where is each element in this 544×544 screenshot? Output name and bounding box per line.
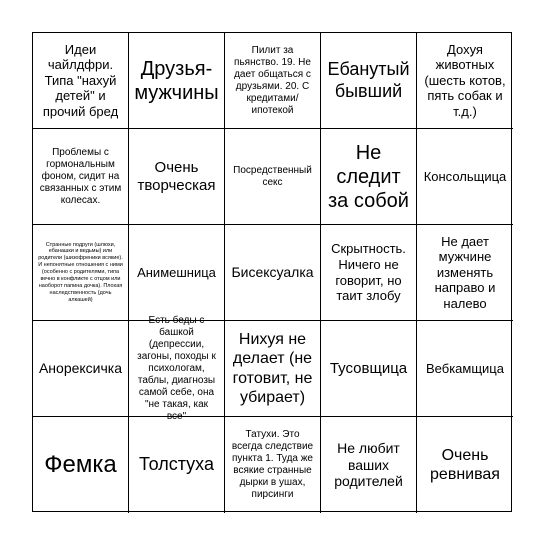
bingo-cell [225,417,321,513]
bingo-cell [321,417,417,513]
cell-text: Посредственный секс [233,164,312,188]
cell-text: Бисексуалка [231,264,314,281]
cell-text: Фемка [44,450,117,478]
bingo-cell [33,321,129,417]
bingo-cell [225,225,321,321]
bingo-cell [417,33,513,129]
cell-text: Дохуя животных (шесть котов, пять собак и т.д.) [424,41,506,119]
cell-text: Толстуха [139,454,214,475]
cell-text: Татухи. Это всегда следствие пункта 1. Туда же всякие странные дырки в ушах, пирсинги [231,429,314,500]
cell-text: Друзья-мужчины [134,57,219,104]
bingo-cell [225,33,321,129]
cell-text: Консольщица [423,168,507,184]
bingo-cell [129,33,225,129]
cell-text: Странные подруги (шлюхи, ебанашки и ведьмы) или родители (шизофреники всякие). И непонятные отношения с ними (особенно с родителями, типа вечно в конфликте с отцом или наоборот папина дочка). Плохая наследственность (дочь алкашей) [38,241,123,303]
bingo-cell [417,321,513,417]
bingo-cell [129,129,225,225]
bingo-cell [321,225,417,321]
cell-text: Пилит за пьянство. 19. Не дает общаться с друзьями. 20. С кредитами/ ипотекой [234,44,311,116]
bingo-cell [417,129,513,225]
bingo-cell [321,33,417,129]
bingo-cell [129,417,225,513]
cell-text: Нихуя не делает (не готовит, не убирает) [232,331,313,406]
bingo-cell [33,129,129,225]
cell-text: Тусовщица [329,359,408,377]
bingo-grid [32,32,512,512]
cell-text: Не любит ваших родителей [334,439,403,490]
bingo-cell [225,321,321,417]
bingo-cell [129,225,225,321]
bingo-cell [33,417,129,513]
bingo-cell [321,129,417,225]
bingo-cell [129,314,225,422]
cell-text: Идеи чайлдфри. Типа "нахуй детей" и прочий бред [42,41,119,119]
bingo-cell [33,225,129,321]
bingo-cell [321,321,417,417]
bingo-cell [33,33,129,129]
cell-text: Очень ревнивая [430,446,500,483]
cell-text: Скрытность. Ничего не говорит, но таит злобу [331,241,406,304]
bingo-cell [225,129,321,225]
cell-text: Есть беды с башкой (депрессии, загоны, походы к психологам, таблы, диагнозы самой себе, она "не такая, как все" [137,314,216,422]
cell-text: Очень творческая [137,158,216,194]
cell-text: Не следит за собой [328,141,409,212]
bingo-cell [417,417,513,513]
cell-text: Не дает мужчине изменять направо и налево [434,233,496,311]
bingo-cell [417,225,513,321]
cell-text: Вебкамщица [426,360,504,376]
cell-text: Анимешница [137,264,216,280]
cell-text: Анорексичка [38,360,123,377]
cell-text: Ебанутый бывший [327,58,410,101]
cell-text: Проблемы с гормональным фоном, сидит на связанных с этим колесах. [39,146,122,206]
